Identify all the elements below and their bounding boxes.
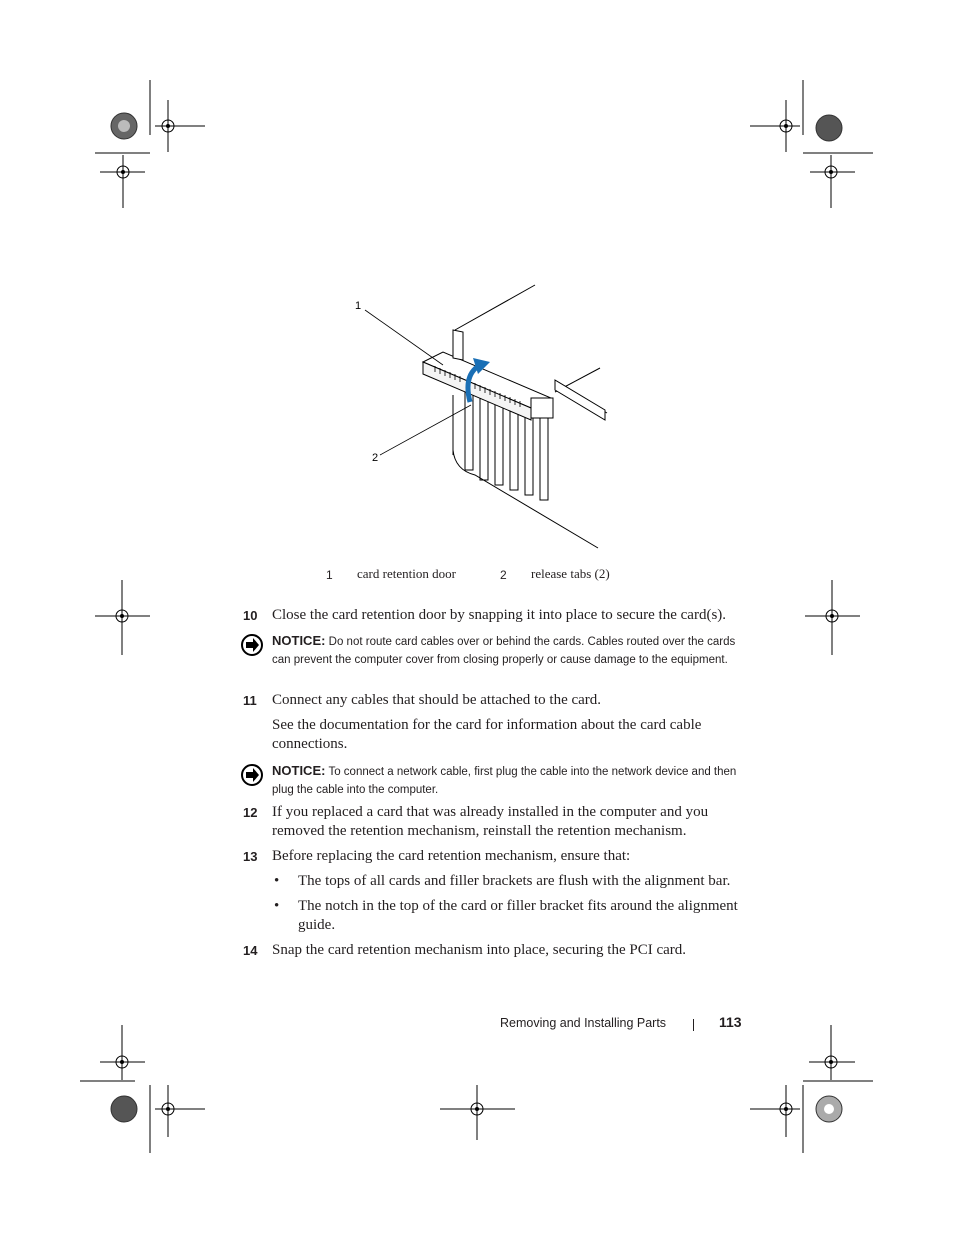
bullet-marker: • — [274, 898, 280, 914]
step-number: 12 — [243, 805, 258, 820]
legend-num-2: 2 — [500, 568, 507, 582]
footer-section-title: Removing and Installing Parts — [500, 1016, 667, 1030]
registration-mark-bottom-center — [440, 1085, 520, 1145]
bullet-text: The tops of all cards and filler brackets are flush with the alignment bar. — [298, 873, 731, 889]
registration-mark-top-right — [745, 80, 875, 210]
step-text: If you replaced a card that was already installed in the computer and you removed the retention mechanism, reinstall the retention mechanism. — [272, 804, 709, 839]
notice-text: Do not route card cables over or behind the cards. Cables routed over the cards can prevent the computer cover from closing properly or cause damage to the equipment. — [272, 636, 736, 666]
legend-label-1: card retention door — [357, 566, 456, 581]
step-number: 11 — [243, 693, 257, 708]
notice-label: NOTICE: — [272, 763, 326, 778]
notice-text: To connect a network cable, first plug the cable into the network device and then plug the cable into the computer. — [272, 766, 737, 796]
notice-label: NOTICE: — [272, 633, 326, 648]
step-11-paragraph: See the documentation for the card for information about the card cable connections. — [272, 717, 702, 752]
card-retention-illustration — [345, 280, 635, 555]
registration-mark-mid-right — [805, 580, 865, 660]
bullet-marker: • — [274, 873, 280, 889]
step-text: Connect any cables that should be attached to the card. — [272, 692, 602, 708]
legend-num-1: 1 — [326, 568, 333, 582]
page-number: 113 — [719, 1014, 742, 1030]
footer-separator — [693, 1019, 694, 1031]
callout-2: 2 — [372, 452, 379, 464]
registration-mark-bottom-right — [745, 1025, 875, 1155]
registration-mark-top-left — [95, 80, 215, 210]
step-text: Close the card retention door by snapping it into place to secure the card(s). — [272, 607, 727, 623]
step-number: 10 — [243, 608, 258, 623]
step-text: Snap the card retention mechanism into place, securing the PCI card. — [272, 942, 687, 958]
registration-mark-mid-left — [95, 580, 155, 660]
notice-icon — [240, 763, 264, 792]
notice-icon — [240, 633, 264, 662]
legend-label-2: release tabs (2) — [531, 566, 610, 581]
registration-mark-bottom-left — [80, 1025, 220, 1155]
step-number: 14 — [243, 943, 258, 958]
step-number: 13 — [243, 849, 258, 864]
bullet-text: The notch in the top of the card or filler bracket fits around the alignment guide. — [298, 898, 738, 933]
callout-1: 1 — [355, 300, 362, 312]
step-text: Before replacing the card retention mechanism, ensure that: — [272, 848, 631, 864]
